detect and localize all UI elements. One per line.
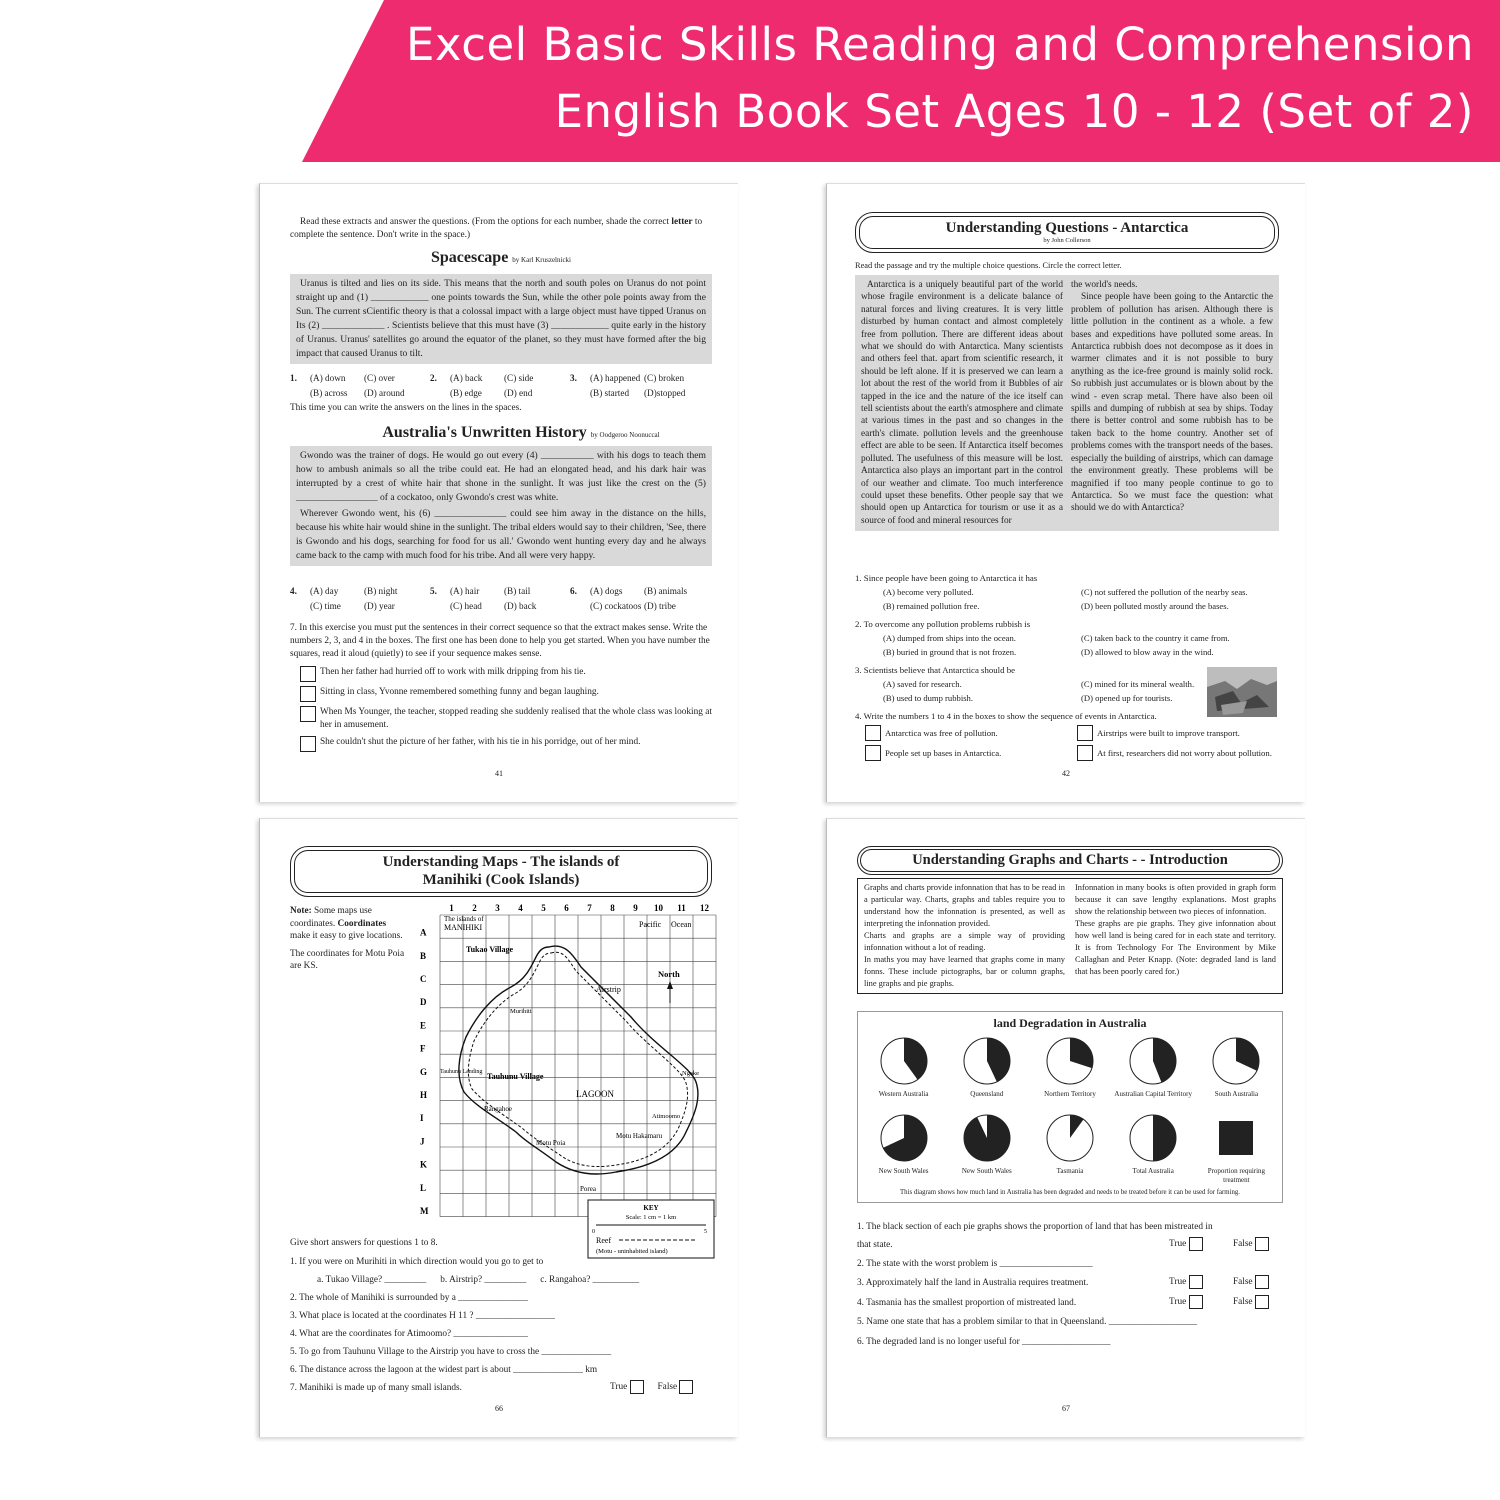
option-cell: (C) head <box>450 601 482 611</box>
title-frame <box>855 212 1279 253</box>
page-41 <box>259 183 738 802</box>
map-column-label: 10 <box>654 903 663 913</box>
sequence-item <box>1067 745 1279 761</box>
sequence-box[interactable] <box>1077 725 1093 741</box>
page-title-line2: Manihiki (Cook Islands) <box>422 872 580 888</box>
map-label-pacific: Pacific <box>639 920 662 929</box>
pie-graph <box>1044 1035 1096 1087</box>
option-cell: (A) dogs <box>590 586 623 596</box>
pie-cell <box>1112 1112 1195 1185</box>
page-number: 66 <box>495 1404 503 1413</box>
question-4: 4. Tasmania has the smallest proportion of mistreated land. True False <box>857 1297 1283 1310</box>
question-4: 4. What are the coordinates for Atimoomo? ________________ <box>290 1329 528 1339</box>
map-row-label: C <box>420 974 427 984</box>
chart-caption: This diagram shows how much land in Australia has been degraded and needs to be treated before it can be used for farming. <box>900 1189 1240 1196</box>
answer-option[interactable]: (B) used to dump rubbish. <box>883 693 973 703</box>
option-cell: (C) cockatoos <box>590 601 642 611</box>
option-cell: (B) animals <box>644 586 688 596</box>
page-67 <box>826 818 1305 1437</box>
question-1-parts: a. Tukao Village? _________ b. Airstrip? _________ c. Rangahoa? __________ <box>317 1275 640 1285</box>
option-cell: 3. <box>570 373 577 383</box>
map-column-label: 12 <box>700 903 709 913</box>
question-2: 2. The state with the worst problem is ____________________ <box>857 1259 1093 1269</box>
question-text: 2. To overcome any pollution problems rubbish is <box>855 619 1031 629</box>
pie-label: New South Wales <box>878 1167 929 1175</box>
map-label-hakamaru: Motu Hakamaru <box>616 1132 663 1140</box>
pie-cell <box>1195 1112 1278 1185</box>
map-row-label: D <box>420 997 427 1008</box>
spacescape-options <box>290 371 712 401</box>
sequence-item <box>300 736 712 752</box>
title-frame <box>290 846 712 897</box>
option-cell: (B) night <box>364 586 398 596</box>
q4-true-checkbox[interactable] <box>1189 1295 1203 1309</box>
pie-label: Northern Territory <box>1044 1090 1096 1098</box>
map-label-motupoia: Motu Poia <box>536 1139 566 1147</box>
map-label-tukao: Tukao Village <box>466 945 514 954</box>
true-checkbox[interactable] <box>630 1380 644 1394</box>
reef-outline <box>459 946 698 1174</box>
option-cell: (D) tribe <box>644 601 676 611</box>
option-cell: (A) happened <box>590 373 641 383</box>
answer-option[interactable]: (D) been polluted mostly around the bases. <box>1081 601 1229 611</box>
option-cell: (A) back <box>450 373 483 383</box>
option-cell: 4. <box>290 586 297 596</box>
question-text: 3. Scientists believe that Antarctica should be <box>855 665 1016 675</box>
banner-title-line1: Excel Basic Skills Reading and Comprehension <box>405 18 1474 71</box>
map-column-label: 3 <box>495 903 500 913</box>
sequence-item <box>300 686 712 702</box>
sequence-boxes <box>855 725 1279 761</box>
q3-false-checkbox[interactable] <box>1255 1275 1269 1289</box>
page-title: Understanding Questions - Antarctica <box>945 220 1189 236</box>
map-label-rangahoe: Rangahoe <box>484 1105 512 1113</box>
question-6: 6. The distance across the lagoon at the widest part is about _______________ km <box>290 1365 598 1375</box>
option-cell: 6. <box>570 586 577 596</box>
answer-option[interactable]: (D) opened up for tourists. <box>1081 693 1173 703</box>
sequence-box[interactable] <box>300 686 316 702</box>
key-scale: Scale: 1 cm = 1 km <box>625 1214 677 1221</box>
map-column-label: 2 <box>472 903 477 913</box>
map-column-label: 7 <box>587 903 592 913</box>
map-label-ngake: Ngake <box>682 1070 699 1077</box>
map-row-label: K <box>420 1159 428 1170</box>
chart-title: land Degradation in Australia <box>993 1016 1147 1030</box>
pie-graph <box>961 1112 1013 1164</box>
option-cell: 5. <box>430 586 437 596</box>
key-uninhabited: (Motu - uninhabited island) <box>596 1248 668 1255</box>
map-column-label: 9 <box>633 903 638 913</box>
sequence-item <box>300 706 712 732</box>
map-row-label: A <box>420 927 427 938</box>
option-cell <box>570 386 590 401</box>
pie-cell <box>1112 1035 1195 1108</box>
sequence-box[interactable] <box>300 736 316 752</box>
key-reef: Reef <box>596 1236 612 1245</box>
instruction-note: This time you can write the answers on the lines in the spaces. <box>290 403 522 413</box>
key-title: KEY <box>643 1204 659 1212</box>
map-row-label: F <box>420 1043 426 1054</box>
question-7: 7. Manihiki is made up of many small islands. True False <box>290 1382 712 1395</box>
mc-question <box>855 617 1279 659</box>
option-cell: (D) around <box>364 388 405 398</box>
pie-graph <box>1127 1035 1179 1087</box>
option-cell: (B) tail <box>504 586 531 596</box>
intro-column-1: Graphs and charts provide infonnation that has to be read in a particular way. Charts, graphs and tables require you to understand how the infonnation is presented, as well as interpreting the infonnation provided. Charts and graphs are a simple way of providing infonnation without a lot of reading. In maths you may have learned that graphs come in many fonns. These include pictographs, bar or column graphs, line graphs and pie graphs. <box>864 883 1065 988</box>
map-column-label: 5 <box>541 903 546 913</box>
option-cell: (D) back <box>504 601 537 611</box>
map-row-label: G <box>420 1066 428 1077</box>
page-title: Understanding Graphs and Charts - - Introduction <box>860 849 1280 872</box>
pie-label: South Australia <box>1214 1090 1259 1098</box>
map-label-tauhunu_landing: Tauhunu Landing <box>440 1069 483 1075</box>
pie-slice-degraded <box>1153 1115 1176 1161</box>
option-cell: (B) edge <box>450 388 482 398</box>
answer-options <box>855 585 1279 613</box>
page-title-line1: Understanding Maps - The islands of <box>382 854 620 870</box>
passage-column-1: Antarctica is a uniquely beautiful part of the world whose fragile environment is a delicate balance of natural forces and living creatures. It is very little disturbed by human contact and almost completely free from pollution. There are different ideas about what we should do with Antarctica. Many scientists and others feel that. apart from scientific research, it should be left alone. If it is preserved we can learn a lot about the rest of the world from it Bubbles of air tapped in the ice and the nature of the ice itself can tell scientists about the earth's atmosphere and climate at various times in the past and so changes in the earth's climate. pollution levels and the greenhouse effect are able to be seen. If Antarctica itself becomes polluted. The usefulness of this measure will be lost. Antarctica also plays an important part in the control of our weather and climate. Too much interference could upset these benefits. Other people say that we should open up Antarctica for tourism or use it as a source of food and mineral resources for <box>861 280 1063 526</box>
banner-title-line2: English Book Set Ages 10 - 12 (Set of 2) <box>554 85 1474 138</box>
pie-slice-degraded <box>964 1115 1010 1161</box>
answer-option[interactable]: (B) buried in ground that is not frozen. <box>883 647 1017 657</box>
sequence-text: Sitting in class, Yvonne remembered something funny and began laughing. <box>320 687 599 697</box>
map-row-label: M <box>420 1206 429 1216</box>
option-cell: (A) down <box>310 373 346 383</box>
pie-grid <box>862 1035 1278 1185</box>
map-note: Note: Some maps use coordinates. Coordinates make it easy to give locations. The coordinates for Motu Poia are KS. <box>290 906 405 971</box>
scale-zero: 0 <box>592 1229 595 1235</box>
pie-graph <box>1127 1112 1179 1164</box>
pie-graph <box>1210 1035 1262 1087</box>
title-frame <box>857 846 1283 875</box>
sequence-item <box>855 725 1067 741</box>
manihiki-map <box>416 897 738 1260</box>
map-label-north: North <box>658 969 680 979</box>
answer-options <box>855 631 1279 659</box>
author: by John Collerson <box>1043 237 1091 244</box>
history-options <box>290 584 712 614</box>
map-row-label: J <box>420 1136 425 1147</box>
pie-label: Western Australia <box>878 1090 929 1098</box>
option-cell: (C) broken <box>644 373 685 383</box>
map-row-label: I <box>420 1113 424 1124</box>
option-cell <box>570 599 590 614</box>
question-1b: that state. True False <box>857 1239 1283 1252</box>
page-42 <box>826 183 1305 802</box>
map-label-tauhunu: Tauhunu Village <box>487 1072 544 1081</box>
intro-text: Read the passage and try the multiple choice questions. Circle the correct letter. <box>855 261 1122 270</box>
sequence-text: Antarctica was free of pollution. <box>885 728 998 738</box>
map-column-label: 8 <box>610 903 615 913</box>
sequence-text: People set up bases in Antarctica. <box>885 748 1002 758</box>
intro-column-2: Infonnation in many books is often provided in graph form because it can save lengthy explanations. Most graphs show the relationship between two pieces of infonnation. These graphs are pie graphs. They give infonnation about how well land is being cared for in each state and territory. It is from Technology For The Environment by Mike Callaghan and Peter Knapp. (Note: degraded land is land that has been poorly cared for.) <box>1075 883 1276 976</box>
passage-column-2: the world's needs. Since people have been going to the Antarctic the problem of pollution has arisen. Although there is little pollution in the continent as a whole. a few bases and expeditions have polluted some areas. In Antarctica rubbish does not decompose as it does in warmer climates and it is not possible to bury anything as the ice-free ground is mainly solid rock. So rubbish just accumulates or is blown about by the wind - even scrap metal. There have also been oil spills and dumping of rubbish at sea by ships. Today there is better control and some rubbish has to be taken back to the home country. Another set of problems comes with the transport needs of the bases. especially the building of airstrips, which can damage the environment greatly. These problems will be magnified if too many people continue to go to Antarctica. So we must face the question: what should we do with Antarctica? <box>1071 280 1273 514</box>
option-cell: (B) across <box>310 388 348 398</box>
option-cell: (D)stopped <box>644 388 686 398</box>
pie-graph <box>878 1035 930 1087</box>
option-cell: (B) started <box>590 388 630 398</box>
option-cell: 2. <box>430 373 437 383</box>
short-answer-instruction: Give short answers for questions 1 to 8. <box>290 1238 438 1248</box>
pie-cell <box>862 1112 945 1185</box>
sequence-box[interactable] <box>300 666 316 682</box>
option-cell: (A) hair <box>450 586 480 596</box>
question-3: 3. What place is located at the coordinates H 11 ? _________________ <box>290 1311 555 1321</box>
map-label-lagoon: LAGOON <box>576 1089 614 1099</box>
antarctica-passage <box>855 275 1279 531</box>
sequence-box[interactable] <box>865 725 881 741</box>
option-cell: 1. <box>290 373 297 383</box>
map-label-porea: Porea <box>580 1185 596 1193</box>
pie-cell <box>1195 1035 1278 1108</box>
q1-true-checkbox[interactable] <box>1189 1237 1203 1251</box>
pie-graph <box>1210 1112 1262 1164</box>
pie-cell <box>862 1035 945 1108</box>
option-cell <box>430 386 450 401</box>
pie-label: New South Wales <box>961 1167 1012 1175</box>
sequence-item <box>300 666 712 682</box>
option-cell <box>430 599 450 614</box>
option-cell: (A) day <box>310 586 339 596</box>
legend-square <box>1219 1121 1253 1155</box>
mc-question <box>855 571 1279 613</box>
pie-graph <box>878 1112 930 1164</box>
page-number: 41 <box>495 769 503 778</box>
map-row-label: B <box>420 950 427 961</box>
question-3: 3. Approximately half the land in Australia requires treatment. True False <box>857 1277 1283 1290</box>
pie-label: Proportion requiring treatment <box>1207 1167 1266 1184</box>
map-row-label: L <box>420 1182 427 1193</box>
question-6: 6. The degraded land is no longer useful for ___________________ <box>857 1337 1111 1347</box>
question-4: 4. Write the numbers 1 to 4 in the boxes to show the sequence of events in Antarctica. <box>855 711 1157 721</box>
answer-option[interactable]: (C) not suffered the pollution of the nearby seas. <box>1081 587 1248 597</box>
sequence-text: She couldn't shut the picture of her father, with his tie in his porridge, out of her mind. <box>320 737 641 747</box>
spacescape-passage: Uranus is tilted and lies on its side. This means that the north and south poles on Uranus do not point straight up and (1) ____________ one points towards the Sun, while the other pole points away from the Sun. The current sCientific theory is that a colossal impact with a large object must have tipped Uranus on Its (2) _____________ . Scientists believe that this must have (3) ____________ quite early in the history of Uranus. Uranus' satellites go around the equator of the planet, so they must have formed after the big impact that caused Uranus to tilt. <box>290 274 712 364</box>
map-column-label: 6 <box>564 903 569 913</box>
answer-option[interactable]: (A) dumped from ships into the ocean. <box>883 633 1016 643</box>
pie-graph <box>1044 1112 1096 1164</box>
sequence-item <box>855 745 1067 761</box>
map-row-label: E <box>420 1020 427 1031</box>
history-title: Australia's Unwritten History by Oodgeroo Noonuccal <box>382 424 660 441</box>
history-passage: Gwondo was the trainer of dogs. He would go out every (4) ___________ with his dogs to teach them how to ambush animals so all the tribe could eat. He had an elongated head, and his dark hair was interrupted by a crest of white hair that shone in the sunlight. It was just like the crest on the (5) _________________ of a cockatoo, only Gwondo's crest was white. Wherever Gwondo went, his (6) _______________ could see him away in the distance on the hills, because his white hair would shine in the sunlight. The tribal elders would say to their children, 'See, there is Gwondo and his dogs, searching for food for us all.' Gwondo went hunting every day and he always came back to the camp with much food for his tribe. And all were very happy. <box>290 446 712 566</box>
option-cell: (C) over <box>364 373 395 383</box>
north-arrowhead <box>667 981 673 989</box>
pie-graph <box>961 1035 1013 1087</box>
answer-option[interactable]: (D) allowed to blow away in the wind. <box>1081 647 1214 657</box>
map-label-manihiki: MANIHIKI <box>444 923 483 932</box>
sequence-text: At first, researchers did not worry about pollution. <box>1097 748 1272 758</box>
question-1: 1. The black section of each pie graphs shows the proportion of land that has been mistreated in <box>857 1222 1213 1232</box>
sequence-text: When Ms Younger, the teacher, stopped reading she suddenly realised that the whole class was looking at her in amusement. <box>320 707 712 730</box>
option-cell: (C) time <box>310 601 341 611</box>
question-5: 5. To go from Tauhunu Village to the Airstrip you have to cross the _______________ <box>290 1347 612 1357</box>
option-cell <box>290 599 310 614</box>
pie-cell <box>945 1112 1028 1185</box>
question-5: 5. Name one state that has a problem similar to that in Queensland. ___________________ <box>857 1317 1198 1327</box>
option-cell <box>290 386 310 401</box>
pie-cell <box>945 1035 1028 1108</box>
sequence-text: Then her father had hurried off to work with milk dripping from his tie. <box>320 667 586 677</box>
map-column-label: 1 <box>449 903 454 913</box>
pie-chart-panel <box>857 1011 1283 1203</box>
q3-true-checkbox[interactable] <box>1189 1275 1203 1289</box>
map-label-murihiti: Murihiti <box>510 1008 532 1015</box>
page-number: 42 <box>1062 769 1070 778</box>
spacescape-title: Spacescape by Karl Kruszelnicki <box>430 249 572 266</box>
map-row-label: H <box>420 1090 428 1100</box>
pie-label: Queensland <box>970 1090 1004 1098</box>
sequence-text: Airstrips were built to improve transport. <box>1097 728 1240 738</box>
map-label-islands: The islands of <box>444 915 484 923</box>
pie-label: Australian Capital Territory <box>1114 1090 1192 1098</box>
answer-option[interactable]: (C) taken back to the country it came from. <box>1081 633 1230 643</box>
option-cell: (D) year <box>364 601 395 611</box>
answer-option[interactable]: (C) mined for its mineral wealth. <box>1081 679 1195 689</box>
map-column-label: 4 <box>518 903 523 913</box>
pie-label: Total Australia <box>1132 1167 1174 1175</box>
scale-five: 5 <box>704 1229 707 1235</box>
sequence-box[interactable] <box>1077 745 1093 761</box>
answer-option[interactable]: (B) remained pollution free. <box>883 601 980 611</box>
pie-cell <box>1028 1112 1111 1185</box>
q1-false-checkbox[interactable] <box>1255 1237 1269 1251</box>
page-number: 67 <box>1062 1404 1070 1413</box>
banner <box>0 0 1500 162</box>
answer-option[interactable]: (A) saved for research. <box>883 679 962 689</box>
false-checkbox[interactable] <box>679 1380 693 1394</box>
intro-box <box>857 878 1283 994</box>
map-label-ocean: Ocean <box>671 920 692 929</box>
sequence-item <box>1067 725 1279 741</box>
question-1: 1. If you were on Murihiti in which direction would you go to get to <box>290 1257 544 1267</box>
question-2: 2. The whole of Manihiki is surrounded by a _______________ <box>290 1293 528 1303</box>
sequence-box[interactable] <box>865 745 881 761</box>
pie-cell <box>1028 1035 1111 1108</box>
map-column-label: 11 <box>677 903 686 913</box>
option-cell: (D) end <box>504 388 533 398</box>
question-7: 7. In this exercise you must put the sentences in their correct sequence so that the extract makes sense. Write the numbers 2, 3, and 4 in the boxes. The first one has been done to help you get started. When you have number the squares, read it aloud (quietly) to see if your sequence makes sense. <box>290 623 710 659</box>
question-text: 1. Since people have been going to Antarctica it has <box>855 573 1038 583</box>
answer-option[interactable]: (A) become very polluted. <box>883 587 974 597</box>
option-cell: (C) side <box>504 373 534 383</box>
intro-text: Read these extracts and answer the questions. (From the options for each number, shade the correct letter to complete the sentence. Don't write in the space.) <box>290 217 703 240</box>
page-66 <box>259 818 738 1437</box>
map-label-atimoomo: Atimoomo <box>652 1113 681 1120</box>
q4-false-checkbox[interactable] <box>1255 1295 1269 1309</box>
map-label-airstrip: Airstrip <box>596 985 621 994</box>
sequence-box[interactable] <box>300 706 316 722</box>
pie-label: Tasmania <box>1056 1167 1084 1175</box>
sequence-list <box>290 662 712 752</box>
